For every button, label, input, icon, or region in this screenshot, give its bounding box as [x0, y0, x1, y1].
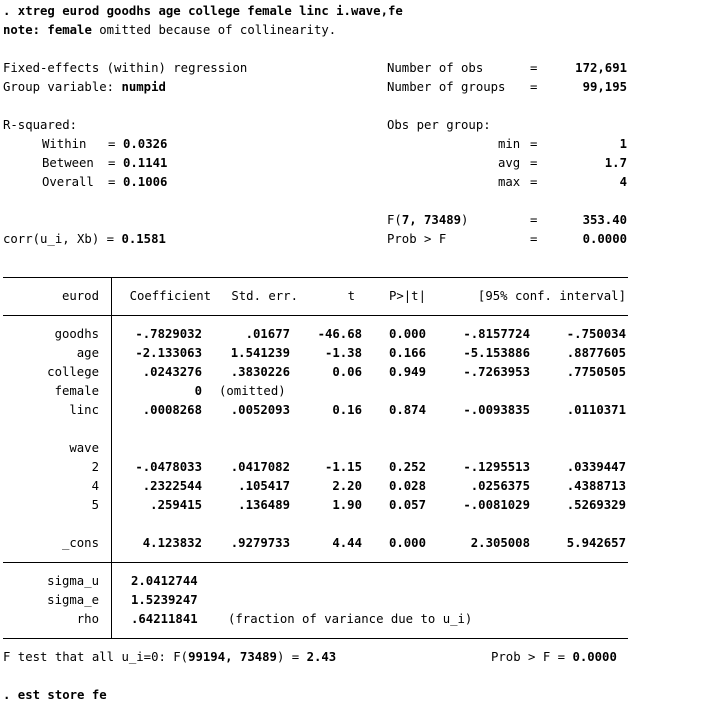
between-equals: = [108, 156, 116, 170]
note-variable: female [47, 23, 92, 37]
ftest-label-close: ) = [276, 650, 307, 664]
table-cell-coef: .0243276 [142, 365, 202, 379]
table-cell-p: 0.057 [388, 498, 426, 512]
corr-line [3, 230, 166, 249]
table-row-label: goodhs [54, 327, 99, 341]
table-cell-lo: -.0081029 [463, 498, 530, 512]
table-cell-lo: -.0093835 [463, 403, 530, 417]
model-title: Fixed-effects (within) regression [3, 61, 248, 75]
depvar-header: eurod [61, 289, 99, 303]
table-cell-hi: .4388713 [566, 479, 626, 493]
rho-note: (fraction of variance due to u_i) [228, 612, 473, 626]
between-value: 0.1141 [123, 156, 168, 170]
table-bottom-rule [3, 638, 628, 639]
avg-equals: = [530, 156, 538, 170]
max-value: 4 [619, 175, 627, 189]
sigma-u-label: sigma_u [47, 574, 99, 588]
table-row-label: linc [69, 403, 99, 417]
table-row-label: age [76, 346, 99, 360]
final-command-line: . est store fe [3, 688, 107, 702]
table-row-label: 5 [91, 498, 99, 512]
table-cell-hi [530, 382, 626, 401]
col-header-coefficient: Coefficient [129, 289, 211, 303]
within-value: 0.0326 [123, 137, 168, 151]
table-cell-lo: .0256375 [470, 479, 530, 493]
table-cell-t: 4.44 [332, 536, 362, 550]
ftest-line [3, 648, 336, 667]
table-vertical-rule [111, 277, 112, 639]
rho-label: rho [76, 612, 99, 626]
table-cell-hi: .0339447 [566, 460, 626, 474]
within-equals: = [108, 137, 116, 151]
col-header-t: t [347, 289, 355, 303]
table-cell-coef: .2322544 [142, 479, 202, 493]
table-cell-coef: 4.123832 [142, 536, 202, 550]
col-header-conf-interval: [95% conf. interval] [477, 289, 626, 303]
sigma-u-value: 2.0412744 [131, 574, 198, 588]
note-prefix: note: [3, 23, 48, 37]
ftest-label-open: F test that all u_i=0: F( [3, 650, 189, 664]
table-cell-se: .136489 [238, 498, 290, 512]
group-variable [3, 78, 166, 97]
table-cell-coef [117, 439, 202, 458]
command-line: . xtreg eurod goodhs age college female linc i.wave,fe [3, 4, 403, 18]
overall-label: Overall [42, 175, 94, 189]
within-label: Within [42, 137, 87, 151]
f-stat-label [387, 211, 468, 230]
ngroups-label: Number of groups [387, 80, 506, 94]
ftest-prob [491, 648, 617, 667]
f-label-close: ) [461, 213, 469, 227]
col-header-std-err: Std. err. [231, 289, 298, 303]
probf-label: Prob > F [387, 232, 447, 246]
table-cell-se: (omitted) [219, 384, 286, 398]
min-value: 1 [619, 137, 627, 151]
ngroups-equals: = [530, 80, 538, 94]
nobs-label: Number of obs [387, 61, 484, 75]
table-cell-p [355, 382, 426, 401]
corr-label: corr(u_i, Xb) = [3, 232, 122, 246]
table-cell-hi: .5269329 [566, 498, 626, 512]
table-row-label: female [54, 384, 99, 398]
ftest-prob-value: 0.0000 [572, 650, 617, 664]
ftest-prob-label: Prob > F = [491, 650, 573, 664]
table-cell-hi: .7750505 [566, 365, 626, 379]
table-cell-lo: -.1295513 [463, 460, 530, 474]
table-top-rule [3, 277, 628, 278]
collinearity-note [3, 21, 336, 40]
group-variable-label: Group variable: [3, 80, 122, 94]
col-header-p: P>|t| [388, 289, 426, 303]
table-cell-coef: .259415 [150, 498, 202, 512]
table-cell-hi [530, 439, 626, 458]
max-label: max [498, 175, 521, 189]
sigma-e-value: 1.5239247 [131, 593, 198, 607]
table-cell-p [355, 439, 426, 458]
table-cell-t: -1.15 [324, 460, 362, 474]
min-label: min [498, 137, 521, 151]
corr-value: 0.1581 [121, 232, 166, 246]
rho-value: .64211841 [131, 612, 198, 626]
table-cell-p: 0.028 [388, 479, 426, 493]
table-cell-se: .0417082 [230, 460, 290, 474]
table-row-label: _cons [61, 536, 99, 550]
ftest-value: 2.43 [306, 650, 337, 664]
table-cell-t [298, 439, 362, 458]
table-cell-hi: .0110371 [566, 403, 626, 417]
between-label: Between [42, 156, 94, 170]
table-cell-t: 2.20 [332, 479, 362, 493]
table-cell-lo: -.8157724 [463, 327, 530, 341]
table-row-label: wave [69, 441, 99, 455]
table-cell-lo: -.7263953 [463, 365, 530, 379]
table-cell-se [202, 439, 290, 458]
probf-value: 0.0000 [582, 232, 627, 246]
table-cell-se: .01677 [245, 327, 290, 341]
table-cell-hi: .8877605 [566, 346, 626, 360]
ngroups-value: 99,195 [582, 80, 627, 94]
table-cell-p: 0.874 [388, 403, 426, 417]
probf-equals: = [530, 232, 538, 246]
f-df: 7, 73489 [401, 213, 462, 227]
table-cell-coef: -2.133063 [135, 346, 202, 360]
table-cell-lo [430, 439, 530, 458]
avg-label: avg [498, 156, 521, 170]
table-cell-coef: -.7829032 [135, 327, 202, 341]
table-header-rule [3, 315, 628, 316]
nobs-equals: = [530, 61, 538, 75]
table-cell-se: .0052093 [230, 403, 290, 417]
table-cell-p: 0.166 [388, 346, 426, 360]
table-cell-se: .105417 [238, 479, 290, 493]
table-cell-p: 0.000 [388, 536, 426, 550]
table-cell-t: -1.38 [324, 346, 362, 360]
table-body-rule [3, 562, 628, 563]
obs-per-group-label: Obs per group: [387, 118, 491, 132]
f-equals: = [530, 213, 538, 227]
table-cell-hi: 5.942657 [566, 536, 626, 550]
min-equals: = [530, 137, 538, 151]
group-variable-value: numpid [121, 80, 166, 94]
table-cell-p: 0.252 [388, 460, 426, 474]
table-cell-lo: 2.305008 [470, 536, 530, 550]
avg-value: 1.7 [604, 156, 627, 170]
max-equals: = [530, 175, 538, 189]
table-cell-lo [430, 382, 530, 401]
overall-value: 0.1006 [123, 175, 168, 189]
table-cell-coef: -.0478033 [135, 460, 202, 474]
table-cell-se: .9279733 [230, 536, 290, 550]
table-cell-se: 1.541239 [230, 346, 290, 360]
table-cell-hi: -.750034 [566, 327, 626, 341]
nobs-value: 172,691 [575, 61, 627, 75]
table-row-label: college [47, 365, 99, 379]
table-cell-coef: .0008268 [142, 403, 202, 417]
table-cell-se: .3830226 [230, 365, 290, 379]
table-cell-t: 0.16 [332, 403, 362, 417]
table-cell-t [298, 382, 362, 401]
ftest-df: 99194, 73489 [188, 650, 277, 664]
table-cell-t: 0.06 [332, 365, 362, 379]
table-row-label: 2 [91, 460, 99, 474]
table-cell-lo: -5.153886 [463, 346, 530, 360]
table-cell-p: 0.949 [388, 365, 426, 379]
sigma-e-label: sigma_e [47, 593, 99, 607]
note-text: omitted because of collinearity. [91, 23, 337, 37]
overall-equals: = [108, 175, 116, 189]
table-cell-coef: 0 [194, 384, 202, 398]
f-label-open: F( [387, 213, 402, 227]
f-value: 353.40 [582, 213, 627, 227]
table-cell-t: 1.90 [332, 498, 362, 512]
table-cell-t: -46.68 [317, 327, 362, 341]
table-cell-p: 0.000 [388, 327, 426, 341]
r2-label: R-squared: [3, 118, 78, 132]
table-row-label: 4 [91, 479, 99, 493]
